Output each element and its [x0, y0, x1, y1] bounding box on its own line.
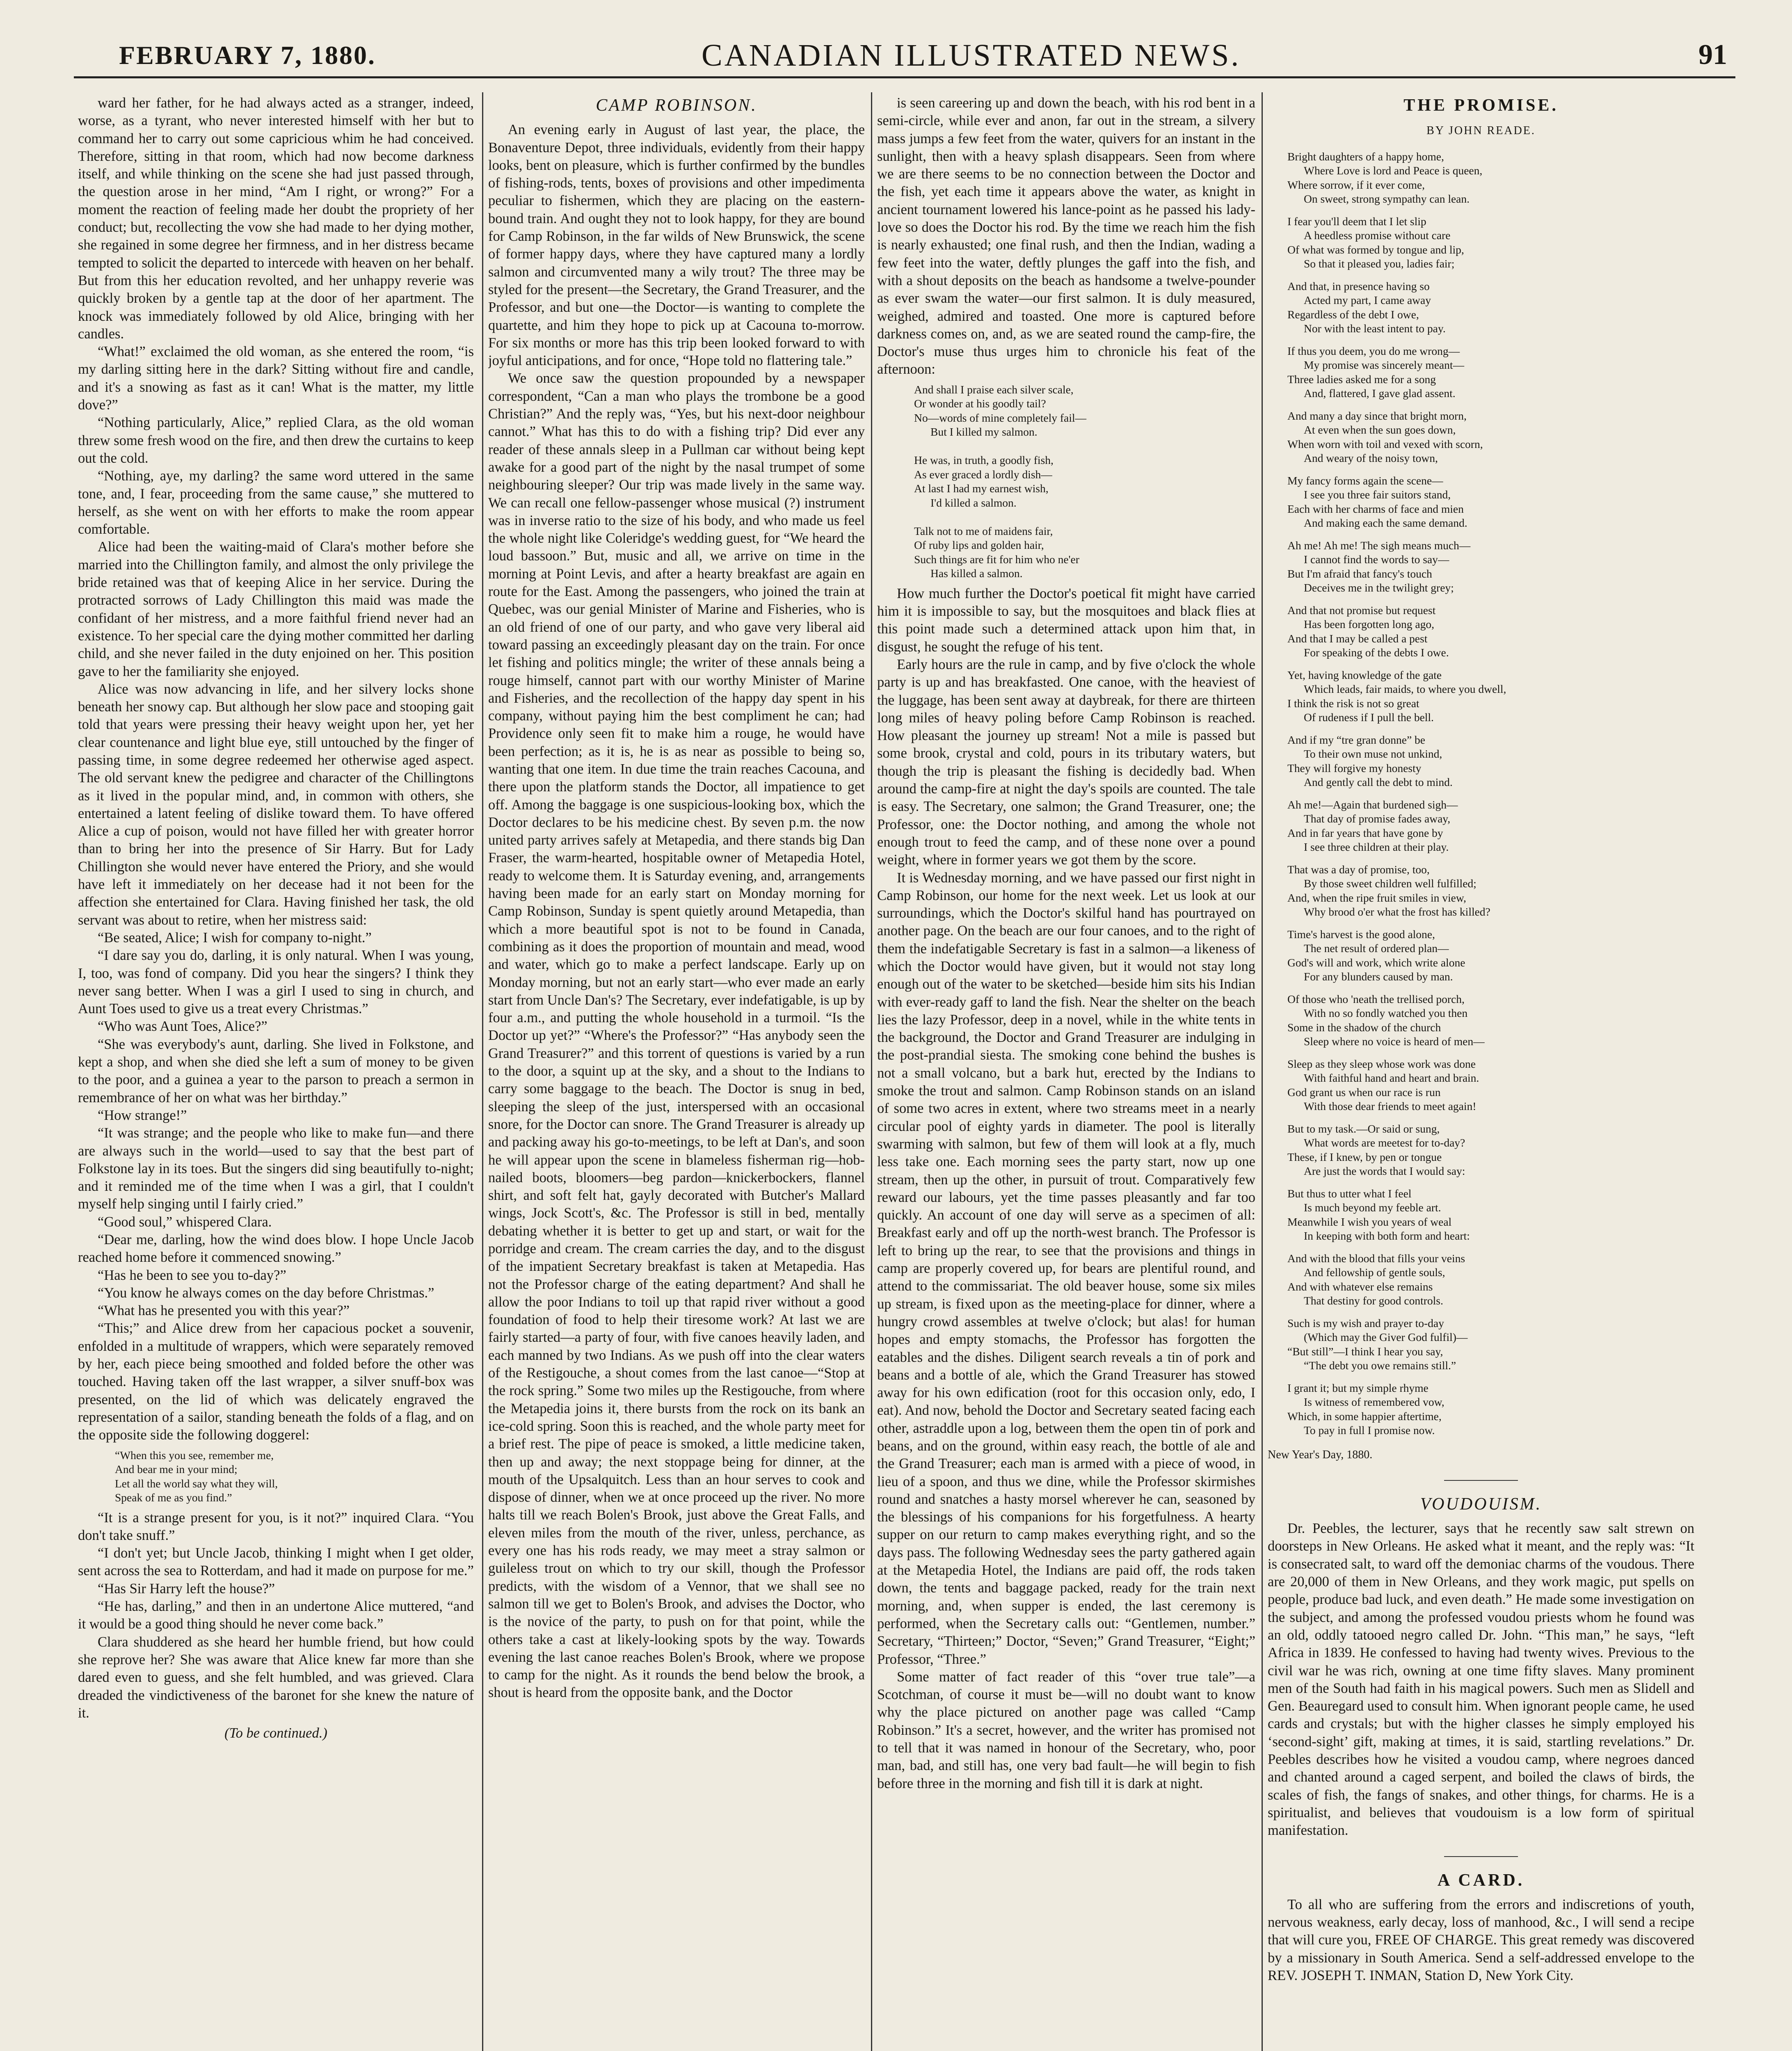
- story-paragraphs: [78, 94, 474, 1444]
- poem-line: In keeping with both form and heart:: [1304, 1229, 1470, 1242]
- salmon-verse: [877, 383, 1255, 581]
- verse-line: I'd killed a salmon.: [930, 496, 1017, 509]
- paragraph: Alice had been the waiting-maid of Clara's mother before she married into the Chillington family, and almost the only privilege the bride retained was that of keeping Alice in her service. During the protracted sorrows of Lady Chillington this maid was made the confidant of her mistress, and a more faithful friend never had an existence. To her special care the dying mother committed her darling child, and she never failed in the duty enjoined on her. This position gave to her the familiarity she enjoyed.: [78, 539, 474, 679]
- poem-line: And weary of the noisy town,: [1304, 452, 1438, 465]
- paragraph: “It was strange; and the people who like to make fun—and there are always such in the world—used to say that the best part of Folkstone lay in its toes. But the singers did sing beautifully to-night; and it reminded me of the time when I was a girl, that I couldn't myself help singing until I fairly cried.”: [78, 1125, 474, 1212]
- poem-line: Time's harvest is the good alone,: [1287, 927, 1435, 941]
- poem-line: And with whatever else remains: [1287, 1280, 1433, 1293]
- poem-line: Regardless of the debt I owe,: [1287, 308, 1419, 321]
- verse-line: [914, 510, 1255, 524]
- verse-line: Or wonder at his goodly tail?: [914, 397, 1046, 410]
- poem-line: And if my “tre gran donne” be: [1287, 733, 1425, 746]
- poem-line: And that, in presence having so: [1287, 279, 1430, 292]
- poem-byline: BY JOHN READE.: [1426, 124, 1536, 137]
- poem-line: They will forgive my honesty: [1287, 761, 1422, 774]
- paragraph: ward her father, for he had always acted as a stranger, indeed, worse, as a tyrant, who never interested himself with her but to command her to carry out some capricious whim he had conceived. Therefore, sitting in that room, which had now become darkness itself, and while thinking on the scene she had just passed through, the question arose in her mind, “Am I right, or wrong?” For a moment the reaction of feeling made her doubt the propriety of her conduct; but, recollecting the vow she had made to her dying mother, she regained in some degree her firmness, and in her distress became tempted to solicit the departed to intercede with heaven on her behalf. But from this her education revolted, and her unhappy reverie was quickly broken by a gentle tap at the door of her apartment. The knock was immediately followed by old Alice, bringing with her candles.: [78, 95, 474, 342]
- poem-stanza: [1268, 798, 1694, 854]
- verse-line: And shall I praise each silver scale,: [914, 383, 1074, 396]
- paper-title: CANADIAN ILLUSTRATED NEWS.: [702, 38, 1241, 73]
- section-divider: [1444, 1480, 1518, 1481]
- poem-line: God grant us when our race is run: [1287, 1085, 1441, 1099]
- poem-line: And gently call the debt to mind.: [1304, 776, 1453, 789]
- poem-line: “But still”—I think I hear you say,: [1287, 1345, 1443, 1358]
- verse-line: [914, 439, 1255, 454]
- paragraph: “Has Sir Harry left the house?”: [98, 1581, 275, 1596]
- paragraph: Alice was now advancing in life, and her silvery locks shone beneath her snowy cap. But although her slow pace and stooping gait told that years were pressing their heavy weight upon her, yet her clear countenance and light blue eye, still untouched by the finger of passing time, in some degree redeemed her otherwise aged aspect. The old servant knew the pedigree and character of the Chillingtons as it lived in the popular mind, and, in common with others, she entertained a latent feeling of dislike toward them. To have offered Alice a cup of poison, would not have filled her with greater horror than to bring her into the presence of Sir Harry. But for Lady Chillington she would never have entered the Priory, and she would have left it immediately on her decease had it not been for the affection she entertained for Clara. Having finished her task, the old servant was about to retire, when her mistress said:: [78, 681, 474, 928]
- paragraph: “She was everybody's aunt, darling. She lived in Folkstone, and kept a shop, and when she died she left a sum of money to be given to the poor, and a guinea a year to the parson to preach a sermon in remembrance of her on what was her birthday.”: [78, 1036, 474, 1105]
- poem-line: God's will and work, which write alone: [1287, 956, 1465, 969]
- verse-line: Has killed a salmon.: [930, 567, 1023, 580]
- paragraph: “How strange!”: [98, 1107, 187, 1123]
- poem-line: Where sorrow, if it ever come,: [1287, 178, 1425, 191]
- column-rule: [1262, 92, 1263, 2051]
- poem-line: I think the risk is not so great: [1287, 697, 1419, 710]
- poem-stanza: [1268, 344, 1694, 401]
- column-4-poem-and-notices: [1268, 94, 1694, 2051]
- poem-line: And in far years that have gone by: [1287, 826, 1443, 839]
- poem-line: On sweet, strong sympathy can lean.: [1304, 192, 1470, 206]
- poem-line: At even when the sun goes down,: [1304, 423, 1456, 436]
- paragraph: It is Wednesday morning, and we have passed our first night in Camp Robinson, our home for the next week. Let us look at our surroundings, which the Doctor's skilful hand has pourtrayed on another page. On the beach are our four canoes, and to the right of them the indefatigable Secretary is fast in a salmon—a likeness of which the Doctor would have given, but it would not stay long enough out of the water to be sketched—beside him sits his Indian with ever-ready gaff to land the fish. Near the shelter on the beach lies the lazy Professor, deep in a novel, while in the white tents in the background, the Doctor and Grand Treasurer are indulging in the post-prandial siesta. The smoking cone behind the bushes is not a small volcano, but a bark hut, erected by the Indians to smoke the trout and salmon. Camp Robinson stands on an island of some two acres in extent, where two streams meet in a nearly circular pool of eighty yards in diameter. The pool is literally swarming with salmon, but few of them will look at a fly, much less take one. Each morning sees the party start, now up one stream, then up the other, in pursuit of trout. Comparatively few reward our labours, yet the time passes pleasantly and far too quickly. An account of one day will serve as a specimen of all: Breakfast early and off up the north-west branch. The Professor is left to bring up the rear, to see that the provisions and things in camp are properly covered up, for bears are plentiful round, and attend to the commissariat. The old beaver house, some six miles up stream, is fixed upon as the meeting-place for dinner, where a hungry crowd assembles at twelve o'clock; but alas! for human hopes and empty stomachs, the Professor has forgotten the eatables and the dishes. Diligent search reveals a tin of pork and beans and a bottle of ale, which the Grand Treasurer has stowed away for his own edification (root for this occasion only, edo, I eat). And now, behold the Doctor and Secretary seated facing each other, astraddle upon a log, between them the open tin of pork and beans, and on the ground, within easy reach, the bottle of ale and the Grand Treasurer; each man is armed with a piece of wood, in lieu of a spoon, and thus we dine, while the Professor skirmishes round and snatches a hasty morsel wherever he can, seasoned by the blessings of his companions for his forgetfulness. A hearty supper on our return to camp makes everything right, and so the days pass. The following Wednesday sees the party gathered again at the Metapedia Hotel, the Indians are paid off, the rods taken down, the tents and baggage packed, ready for the train next morning, and, when supper is ended, the last ceremony is performed, when the Secretary calls out: “Gentlemen, number.” Secretary, “Thirteen;” Doctor, “Seven;” Grand Treasurer, “Eight;” Professor, “Three.”: [877, 870, 1255, 1667]
- poem-line: Three ladies asked me for a song: [1287, 372, 1436, 386]
- poem-line: The net result of ordered plan—: [1304, 942, 1449, 955]
- paragraph: “Dear me, darling, how the wind does blow. I hope Uncle Jacob reached home before it commenced snowing.”: [78, 1232, 474, 1265]
- paragraph: “Who was Aunt Toes, Alice?”: [98, 1019, 267, 1035]
- voudouism-paragraph: Dr. Peebles, the lecturer, says that he recently saw salt strewn on doorsteps in New Orleans. He asked what it meant, and the reply was: “It is consecrated salt, to ward off the demoniac charms of the voudous. There are 20,000 of them in New Orleans, and they work magic, put spells on people, produce bad luck, and even death.” He made some investigation on the subject, and among the professed voudou priests whom he found was an old, oddly tatooed negro called Dr. John. “This man,” he says, “left Africa in 1839. He confessed to having had twenty wives. Previous to the civil war he was rich, owning at one time fifty slaves. Many prominent men of the South had faith in his magical powers. Such men as Slidell and Gen. Beauregard used to consult him. When ignorant people came, he used cards and crystals; but with the higher classes he simply employed his ‘second-sight’ gift, making at times, it is said, startling revelations.” Dr. Peebles describes how he visited a voudou camp, where negroes danced and chanted around a caged serpent, and boiled the claws of birds, the scales of fish, the fangs of snakes, and other things, for charms. He is a spiritualist, and believes that voudouism is a low form of spiritual manifestation.: [1268, 1521, 1694, 1839]
- poem-stanza: [1268, 668, 1694, 725]
- snuff-box-verse: [78, 1448, 474, 1505]
- paragraph: “Nothing, aye, my darling? the same word uttered in the same tone, and, I fear, proceeding from the same cause,” she muttered to herself, as she went on with her efforts to make the room appear comfortable.: [78, 468, 474, 537]
- verse-line: Talk not to me of maidens fair,: [914, 524, 1053, 537]
- article-title-camp-robinson: CAMP ROBINSON.: [596, 96, 757, 115]
- verse-line: “When this you see, remember me,: [115, 1448, 274, 1462]
- poem-line: To pay in full I promise now.: [1304, 1424, 1435, 1437]
- poem-stanza: [1268, 603, 1694, 660]
- paragraph: is seen careering up and down the beach, with his rod bent in a semi-circle, while ever and anon, far out in the stream, a silvery mass jumps a few feet from the water, quivers for an instant in the sunlight, then with a heavy splash disappears. Seen from where we are there seems to be no connection between the Doctor and the fish, yet each time it appears above the water, as knight in ancient tournament lowered his lance-point as he passed his lady-love so does the Doctor his rod. By the time we reach him the fish is nearly exhausted; one final rush, and then the Indian, wading a few feet into the water, deftly plunges the gaff into the fish, and with a shout deposits on the beach as handsome a twelve-pounder as ever swam the water—our first salmon. It is duly measured, weighed, admired and toasted. One more is captured before darkness comes on, and, as we are seated round the camp-fire, the Doctor's muse thus urges him to chronicle his feat of the afternoon:: [877, 95, 1255, 377]
- poem-stanza: [1268, 539, 1694, 595]
- column-rule: [482, 92, 483, 2051]
- poem-line: But thus to utter what I feel: [1287, 1187, 1412, 1200]
- poem-line: To their own muse not unkind,: [1304, 747, 1442, 761]
- poem-line: And that not promise but request: [1287, 603, 1436, 617]
- poem-stanza: [1268, 733, 1694, 790]
- paragraph: How much further the Doctor's poetical fit might have carried him it is impossible to say, but the mosquitoes and black flies at this point made such a determined attack upon him that, in disgust, he sought the refuge of his tent.: [877, 585, 1255, 655]
- verse-line: At last I had my earnest wish,: [914, 482, 1049, 495]
- story-paragraphs-continued: [78, 1509, 474, 1722]
- poem-line: Of those who 'neath the trellised porch,: [1287, 992, 1465, 1005]
- verse-line: And bear me in your mind;: [115, 1463, 238, 1476]
- poem-line: For any blunders caused by man.: [1304, 970, 1453, 983]
- paragraph: Early hours are the rule in camp, and by five o'clock the whole party is up and has breakfasted. One canoe, with the heaviest of the luggage, has been sent away at daybreak, for there are thirteen long miles of heavy poling before Camp Robinson is reached. How pleasant the journey up stream! Not a mile is passed but some brook, crystal and cold, pours in its tributary waters, but though the trip is pleasant the fishing is decidedly bad. When around the camp-fire at night the day's spoils are counted. The tale is easy. The Secretary, one salmon; the Grand Treasurer, one; the Professor, one: the Doctor nothing, and among the whole not enough trout to feed the camp, and of these none over a pound weight, where in former years we got them by the score.: [877, 656, 1255, 868]
- paragraph: “This;” and Alice drew from her capacious pocket a souvenir, enfolded in a multitude of wrappers, which were separately removed by her, each piece being smoothed and folded before the other was touched. Having taken off the last wrapper, a silver snuff-box was presented, on the lid of which was delicately engraved the representation of a sailor, standing beneath the folds of a flag, and on the opposite side the following doggerel:: [78, 1320, 474, 1443]
- poem-line: Some in the shadow of the church: [1287, 1021, 1441, 1034]
- paragraph: “What!” exclaimed the old woman, as she entered the room, “is my darling sitting here in the dark? Sitting without fire and candle, and it's a snowing as fast as it can! What is the matter, my little dove?”: [78, 344, 474, 413]
- poem-line: Such is my wish and prayer to-day: [1287, 1316, 1444, 1329]
- paragraph: “You know he always comes on the day before Christmas.”: [98, 1285, 434, 1301]
- column-1-serial-story: [78, 94, 474, 2051]
- paragraph: “Good soul,” whispered Clara.: [98, 1214, 272, 1230]
- poem-line: I cannot find the words to say—: [1304, 553, 1449, 566]
- verse-line: Of ruby lips and golden hair,: [914, 539, 1044, 552]
- poem-stanza: [1268, 1316, 1694, 1373]
- poem-stanza: [1268, 927, 1694, 984]
- poem-line: Ah me!—Again that burdened sigh—: [1287, 798, 1458, 811]
- poem-line: With those dear friends to meet again!: [1304, 1100, 1477, 1113]
- poem-line: That day of promise fades away,: [1304, 812, 1451, 825]
- poem-stanza: [1268, 1252, 1694, 1308]
- paragraph: Some matter of fact reader of this “over true tale”—a Scotchman, of course it must be—will no doubt want to know why the place pictured on another page was called “Camp Robinson.” It's a secret, however, and the writer has promised not to tell that it was named in honour of the Secretary, who, poor man, bad, and still has, one very bad fault—he will begin to fish before three in the morning and fish till it is dark at night.: [877, 1669, 1255, 1791]
- camp-robinson-paragraphs-continued: [877, 94, 1255, 379]
- poem-stanza: [1268, 474, 1694, 530]
- poem-line: So that it pleased you, ladies fair;: [1304, 257, 1455, 270]
- poem-line: I see three children at their play.: [1304, 840, 1449, 854]
- poem-date: New Year's Day, 1880.: [1268, 1448, 1373, 1461]
- poem-line: That destiny for good controls.: [1304, 1294, 1443, 1307]
- poem-stanza: [1268, 992, 1694, 1049]
- poem-line: And, when the ripe fruit smiles in view,: [1287, 891, 1466, 904]
- poem-title: THE PROMISE.: [1403, 96, 1559, 115]
- paragraph: “I don't yet; but Uncle Jacob, thinking I might when I get older, sent across the sea to Rotterdam, and had it made on purpose for me.”: [78, 1545, 474, 1579]
- poem-line: These, if I knew, by pen or tongue: [1287, 1150, 1442, 1163]
- verse-line: He was, in truth, a goodly fish,: [914, 454, 1054, 467]
- poem-stanza: [1268, 1187, 1694, 1243]
- poem-line: With no so fondly watched you then: [1304, 1007, 1468, 1020]
- poem-stanza: [1268, 279, 1694, 336]
- poem-line: “The debt you owe remains still.”: [1304, 1359, 1456, 1372]
- poem-line: Bright daughters of a happy home,: [1287, 150, 1444, 163]
- poem-stanza: [1268, 1122, 1694, 1179]
- column-rule: [871, 92, 872, 2051]
- poem-line: If thus you deem, you do me wrong—: [1287, 344, 1460, 357]
- verse-line: Speak of me as you find.”: [115, 1491, 232, 1504]
- poem-line: Has been forgotten long ago,: [1304, 618, 1434, 631]
- masthead: [74, 35, 1735, 78]
- poem-line: Is witness of remembered vow,: [1304, 1396, 1445, 1409]
- poem-line: By those sweet children well fulfilled;: [1304, 877, 1477, 890]
- poem-line: Of rudeness if I pull the bell.: [1304, 711, 1434, 724]
- paragraph: We once saw the question propounded by a newspaper correspondent, “Can a man who plays the trombone be a good Christian?” And the reply was, “Yes, but his next-door neighbour cannot.” What has this to do with a fishing trip? Did ever any reader of these annals sleep in a Pullman car without being kept awake for a good part of the night by the nasal trumpet of some neighbouring sleeper? Our trip was made lively in the same way. We can recall one fellow-passenger whose musical (?) instrument was in inverse ratio to the size of his body, and who made us feel the whole night like Coleridge's wedding guest, for “We heard the loud bassoon.” But, music and all, we arrive on time in the morning at Point Levis, and after a hearty breakfast are again en route for the East. Among the passengers, who joined the train at Quebec, was our genial Minister of Marine and Fisheries, who is an old friend of one of our party, and who gave very liberal aid toward passing an exceedingly pleasant day on the train. For once let fishing and politics mingle; the writer of these annals being a rouge himself, cannot part with our worthy Minister of Marine and Fisheries, and the recollection of the happy day spent in his company, without paying him the best compliment he can; had Providence only seen fit to make him a rouge, he would have been perfection; as it is, he is as near as possible to being so, wanting that one item. In due time the train reaches Cacouna, and there upon the platform stands the Doctor, all impatience to get off. Among the baggage is one suspicious-looking box, which the Doctor declares to be his medicine chest. By seven p.m. the now united party arrives safely at Metapedia, and there stands big Dan Fraser, the warm-hearted, hospitable owner of Metapedia Hotel, ready to welcome them. It is Saturday evening, and, arrangements having been made for an early start on Monday morning for Camp Robinson, Sunday is spent quietly around Metapedia, than which a more beautiful spot is not to be found in Canada, combining as it does the proportion of mountain and mead, wood and water, which go to make a perfect landscape. Early up on Monday morning, but not an early start—who ever made an early start from Uncle Dan's? The Secretary, ever indefatigable, is up by four a.m., and putting the whole household in a turmoil. “Is the Doctor up yet?” “Where's the Professor?” “Has anybody seen the Grand Treasurer?” and this torrent of questions is varied by a run to the door, a squint up at the sky, and a shout to the Indians to carry some baggage to the beach. The Doctor is snug in bed, sleeping the sleep of the just, interspersed with an occasional snore, for the Doctor can snore. The Grand Treasurer is already up and packing away his go-to-meetings, to be left at Dan's, and soon he will appear upon the scene in blameless fisherman rig—hob-nailed boots, bloomers—beg pardon—knickerbockers, flannel shirt, and soft felt hat, gayly decorated with Butcher's Mallard wings, Jock Scott's, &c. The Professor is still in bed, mentally debating whether it is better to get up and start, or wait for the porridge and cream. The cream carries the day, and to the disgust of the impatient Secretary breakfast is taken at Metapedia. Has not the Professor charge of the eating department? And shall he allow the poor Indians to toil up that rapid river without a good foundation of food to help their tiresome work? At last we are fairly started—a party of four, with five canoes heavily laden, and each manned by two Indians. As we push off into the clear waters of the Restigouche, a shout comes from the last canoe—“Stop at the rock spring.” Some two miles up the Restigouche, from where the Metapedia joins it, there bursts from the rock on its bank an ice-cold spring. Soon this is reached, and the whole party meet for a brief rest. The pipe of peace is smoked, a little medicine taken, then up and away; the next stoppage being for dinner, at the mouth of the Upsalquitch. Less than an hour serves to cook and dispose of dinner, when we at once proceed up the river. No more halts till we reach Bolen's Brook, just above the Great Falls, and eleven miles from the mouth of the river, unless, perchance, as every one has his rods ready, we may meet a stray salmon or guileless trout on which to try our skill, though the Professor predicts, with the wisdom of a Vennor, that we shall see no salmon till we get to Bolen's Brook, and advises the Doctor, who is the novice of the party, to push on for that point, while the others take a cast at likely-looking spots by the way. Towards evening the last canoe reaches Bolen's Brook, where we propose to camp for the night. As it rounds the bend below the brook, a shout is heard from the opposite bank, and the Doctor: [488, 370, 865, 1701]
- poem-line: And many a day since that bright morn,: [1287, 409, 1467, 422]
- poem-line: I see you three fair suitors stand,: [1304, 488, 1451, 501]
- poem-stanzas: [1268, 150, 1694, 1438]
- poem-line: And making each the same demand.: [1304, 516, 1467, 530]
- verse-line: Let all the world say what they will,: [115, 1477, 278, 1490]
- poem-stanza: [1268, 1057, 1694, 1114]
- paragraph: Clara shuddered as she heard her humble friend, but how could she reprove her? She was aware that Alice knew far more than she dared even to guess, and she felt humbled, and was grieved. Clara dreaded the vindictiveness of the baronet for she knew the nature of it.: [78, 1634, 474, 1721]
- poem-line: Of what was formed by tongue and lip,: [1287, 243, 1464, 256]
- poem-line: That was a day of promise, too,: [1287, 863, 1430, 876]
- poem-line: Ah me! Ah me! The sigh means much—: [1287, 539, 1471, 552]
- verse-line: As ever graced a lordly dish—: [914, 468, 1052, 481]
- paragraph: “He has, darling,” and then in an undertone Alice muttered, “and it would be a good thing should he never come back.”: [78, 1599, 474, 1632]
- paragraph: An evening early in August of last year, the place, the Bonaventure Depot, three individuals, evidently from their happy looks, bent on pleasure, which is further confirmed by the bundles of fishing-rods, tents, boxes of provisions and other impedimenta peculiar to fishermen, which they are placing on the eastern-bound train. And ought they not to look happy, for they are bound for Camp Robinson, in the far wilds of New Brunswick, the scene of former happy days, where they have captured many a lordly salmon and circumvented many a wily trout? The three may be styled for the present—the Secretary, the Grand Treasurer, and the Professor, and but one—the Doctor—is wanting to complete the quartette, and him they hope to pick up at Cacouna to-morrow. For six months or more has this trip been looked forward to with joyful anticipations, and for once, “Hope told no flattering tale.”: [488, 122, 865, 369]
- poem-stanza: [1268, 1381, 1694, 1438]
- poem-line: Where Love is lord and Peace is queen,: [1304, 164, 1483, 177]
- paragraph: “Has he been to see you to-day?”: [98, 1267, 286, 1283]
- poem-line: Sleep as they sleep whose work was done: [1287, 1057, 1476, 1070]
- camp-robinson-paragraphs-end: [877, 585, 1255, 1793]
- poem-line: And that I may be called a pest: [1287, 632, 1428, 645]
- poem-line: Why brood o'er what the frost has killed?: [1304, 905, 1490, 918]
- poem-line: With faithful hand and heart and brain.: [1304, 1071, 1479, 1085]
- poem-line: Are just the words that I would say:: [1304, 1165, 1465, 1178]
- poem-line: And, flattered, I gave glad assent.: [1304, 387, 1456, 400]
- to-be-continued: (To be continued.): [224, 1725, 327, 1741]
- poem-stanza: [1268, 150, 1694, 206]
- poem-line: Sleep where no voice is heard of men—: [1304, 1035, 1485, 1048]
- poem-line: I grant it; but my simple rhyme: [1287, 1381, 1429, 1394]
- paragraph: “Nothing particularly, Alice,” replied Clara, as the old woman threw some fresh wood on the fire, and then drew the curtains to keep out the cold.: [78, 415, 474, 466]
- verse-line: No—words of mine completely fail—: [914, 411, 1087, 424]
- poem-line: But to my task.—Or said or sung,: [1287, 1122, 1440, 1135]
- issue-date: FEBRUARY 7, 1880.: [119, 41, 376, 70]
- poem-line: And with the blood that fills your veins: [1287, 1252, 1465, 1265]
- paragraph: “Be seated, Alice; I wish for company to-night.”: [98, 930, 372, 946]
- paragraph: “It is a strange present for you, is it not?” inquired Clara. “You don't take snuff.”: [78, 1510, 474, 1543]
- poem-line: My promise was sincerely meant—: [1304, 359, 1465, 372]
- column-3-camp-robinson-continued: [877, 94, 1255, 2051]
- poem-line: Each with her charms of face and mien: [1287, 502, 1464, 515]
- poem-line: Yet, having knowledge of the gate: [1287, 668, 1442, 681]
- paragraph: “I dare say you do, darling, it is only natural. When I was young, I, too, was fond of company. Did you hear the singers? I think they never sang better. When I was a girl I used to sing in church, and Aunt Toes used to give us a treat every Christmas.”: [78, 948, 474, 1017]
- poem-line: Deceives me in the twilight grey;: [1304, 581, 1454, 594]
- poem-line: My fancy forms again the scene—: [1287, 474, 1443, 487]
- column-2-camp-robinson: [488, 94, 865, 2051]
- poem-line: But I'm afraid that fancy's touch: [1287, 567, 1432, 580]
- poem-stanza: [1268, 215, 1694, 271]
- poem-line: When worn with toil and vexed with scorn,: [1287, 437, 1483, 450]
- poem-line: I fear you'll deem that I let slip: [1287, 215, 1426, 228]
- camp-robinson-paragraphs: [488, 121, 865, 1702]
- poem-line: And fellowship of gentle souls,: [1304, 1266, 1445, 1279]
- poem-line: Meanwhile I wish you years of weal: [1287, 1215, 1452, 1228]
- section-divider: [1444, 1856, 1518, 1857]
- verse-line: Such things are fit for him who ne'er: [914, 553, 1079, 566]
- poem-line: Acted my part, I came away: [1304, 294, 1431, 307]
- paragraph: “What has he presented you with this year?”: [98, 1303, 350, 1319]
- article-title-voudouism: VOUDOUISM.: [1420, 1494, 1542, 1514]
- poem-line: What words are meetest for to-day?: [1304, 1136, 1465, 1149]
- poem-line: Is much beyond my feeble art.: [1304, 1201, 1441, 1214]
- card-title: A CARD.: [1437, 1871, 1525, 1890]
- poem-stanza: [1268, 863, 1694, 919]
- poem-line: Nor with the least intent to pay.: [1304, 322, 1446, 335]
- poem-stanza: [1268, 409, 1694, 466]
- poem-line: (Which may the Giver God fulfil)—: [1304, 1331, 1468, 1344]
- page-number: 91: [1698, 39, 1727, 71]
- poem-line: Which, in some happier aftertime,: [1287, 1409, 1442, 1423]
- poem-line: A heedless promise without care: [1304, 229, 1451, 242]
- card-paragraph: To all who are suffering from the errors and indiscretions of youth, nervous weakness, early decay, loss of manhood, &c., I will send a recipe that will cure you, FREE OF CHARGE. This great remedy was discovered by a missionary in South America. Send a self-addressed envelope to the REV. JOSEPH T. INMAN, Station D, New York City.: [1268, 1896, 1694, 1984]
- verse-line: But I killed my salmon.: [930, 425, 1038, 439]
- poem-line: For speaking of the debts I owe.: [1304, 646, 1449, 659]
- poem-line: Which leads, fair maids, to where you dwell,: [1304, 683, 1506, 696]
